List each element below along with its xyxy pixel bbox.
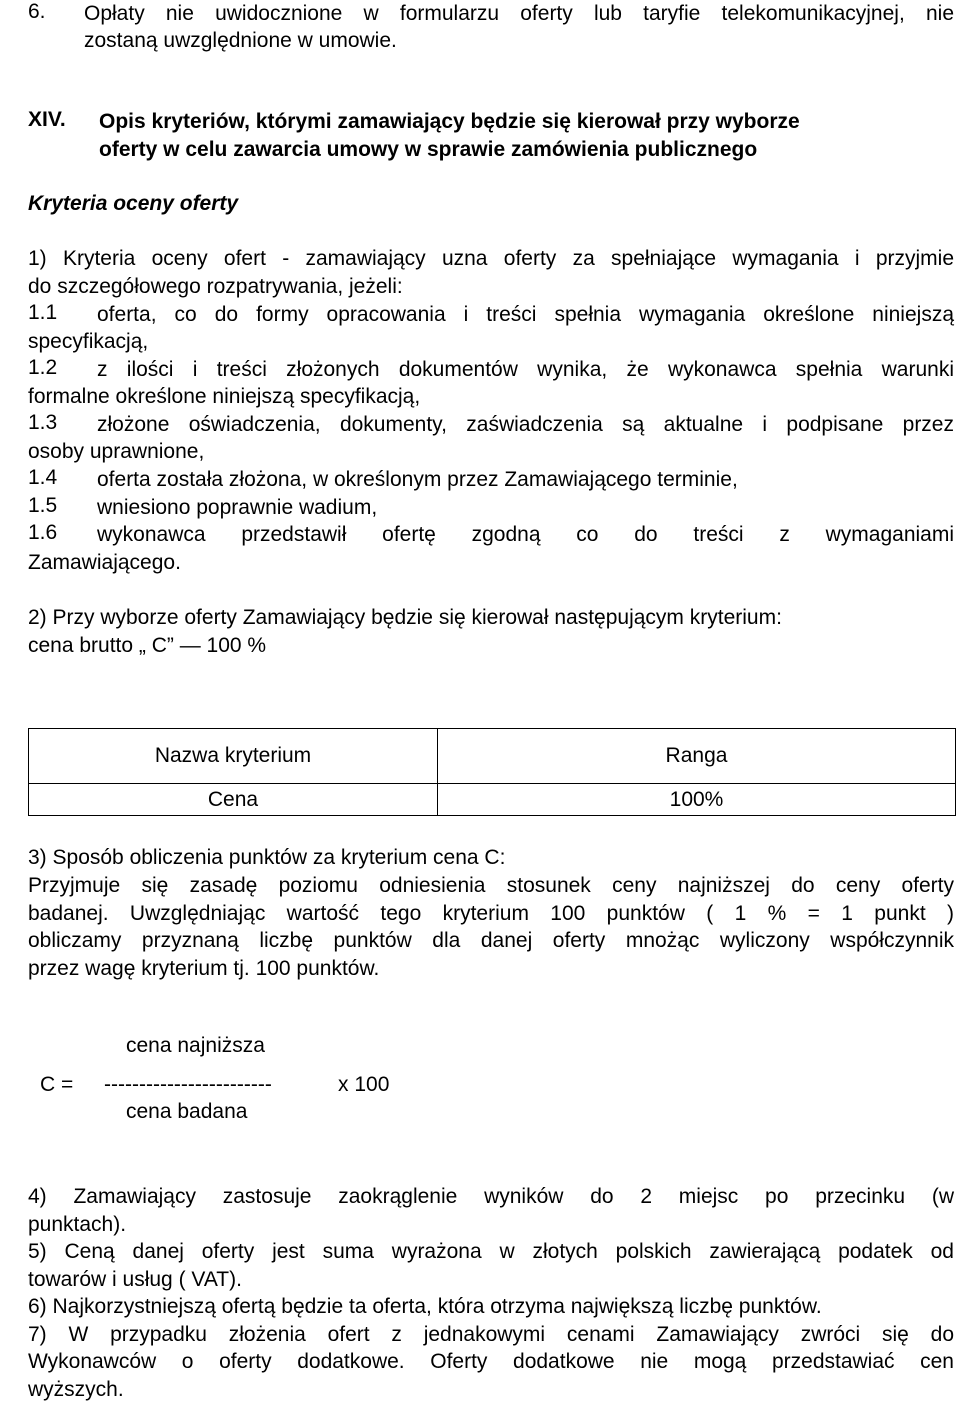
criteria-table-header-row [29,729,956,784]
criteria-7-line-1: 7) W przypadku złożenia ofert z jednakowymi cenami Zamawiający zwróci się do [28,1323,954,1346]
criteria-table-header-rank: Ranga [438,729,956,784]
section-6-line-2: zostaną uwzględnione w umowie. [84,29,397,52]
item-1-4-line-1: oferta została złożona, w określonym przez Zamawiającego terminie, [97,468,738,491]
criteria-3-line-2: badanej. Uwzględniając wartość tego kryterium 100 punktów ( 1 % = 1 punkt ) [28,902,954,925]
criteria-table [28,728,956,816]
criteria-3-line-4: przez wagę kryterium tj. 100 punktów. [28,957,380,980]
section-6-number: 6. [28,0,46,23]
section-14-heading-line-2: oferty w celu zawarcia umowy w sprawie zamówienia publicznego [99,138,758,161]
criteria-3-line-3: obliczamy przyznaną liczbę punktów dla danej oferty mnożąc wyliczony współczynnik [28,929,954,952]
section-14-subheading: Kryteria oceny oferty [28,192,239,215]
section-14-number: XIV. [28,108,66,131]
item-1-3-line-2: osoby uprawnione, [28,440,205,463]
criteria-7-line-3: wyższych. [28,1378,124,1401]
item-1-1-number: 1.1 [28,301,58,324]
item-1-1-line-1: oferta, co do formy opracowania i treści spełnia wymagania określone niniejszą [97,303,954,326]
item-1-6-line-1: wykonawca przedstawił ofertę zgodną co do treści z wymaganiami [97,523,954,546]
item-1-6-line-2: Zamawiającego. [28,551,181,574]
item-1-5-number: 1.5 [28,494,58,517]
formula-lhs: C = [40,1073,74,1096]
section-14-heading-line-1: Opis kryteriów, którymi zamawiający będzie się kierował przy wyborze [99,110,800,133]
criteria-4-line-2: punktach). [28,1213,127,1236]
item-1-2-line-1: z ilości i treści złożonych dokumentów wynika, że wykonawca spełnia warunki [97,358,954,381]
criteria-2-line-1: 2) Przy wyborze oferty Zamawiający będzie się kierował następującym kryterium: [28,606,782,629]
criteria-3-line-1: Przyjmuje się zasadę poziomu odniesienia stosunek ceny najniższej do ceny oferty [28,874,954,897]
criteria-1-line-2: do szczegółowego rozpatrywania, jeżeli: [28,275,403,298]
criteria-3-heading: 3) Sposób obliczenia punktów za kryterium cena C: [28,846,506,869]
section-6-line-1: Opłaty nie uwidocznione w formularzu oferty lub taryfie telekomunikacyjnej, nie [84,2,954,25]
item-1-3-number: 1.3 [28,411,58,434]
formula-multiplier: x 100 [338,1073,390,1096]
formula-denominator: cena badana [126,1100,248,1123]
criteria-4-line-1: 4) Zamawiający zastosuje zaokrąglenie wyników do 2 miejsc po przecinku (w [28,1185,954,1208]
item-1-1-line-2: specyfikacją, [28,330,149,353]
criteria-table-cell-name: Cena [29,784,438,816]
criteria-table-row [29,784,956,816]
criteria-7-line-2: Wykonawców o oferty dodatkowe. Oferty dodatkowe nie mogą przedstawiać cen [28,1350,954,1373]
criteria-5-line-2: towarów i usług ( VAT). [28,1268,242,1291]
formula-fraction-bar: ------------------------ [104,1073,272,1096]
item-1-4-number: 1.4 [28,466,58,489]
criteria-table-header-name: Nazwa kryterium [29,729,438,784]
criteria-1-line-1: 1) Kryteria oceny ofert - zamawiający uzna oferty za spełniające wymagania i przyjmie [28,247,954,270]
item-1-6-number: 1.6 [28,521,58,544]
criteria-5-line-1: 5) Ceną danej oferty jest suma wyrażona w złotych polskich zawierającą podatek od [28,1240,954,1263]
item-1-3-line-1: złożone oświadczenia, dokumenty, zaświadczenia są aktualne i podpisane przez [97,413,954,436]
item-1-5-line-1: wniesiono poprawnie wadium, [97,496,378,519]
criteria-6-line-1: 6) Najkorzystniejszą ofertą będzie ta oferta, która otrzyma największą liczbę punktów. [28,1295,822,1318]
criteria-2-line-2: cena brutto „ C” — 100 % [28,634,267,657]
item-1-2-line-2: formalne określone niniejszą specyfikacją, [28,385,421,408]
criteria-table-cell-rank: 100% [438,784,956,816]
formula-numerator: cena najniższa [126,1034,265,1057]
item-1-2-number: 1.2 [28,356,58,379]
